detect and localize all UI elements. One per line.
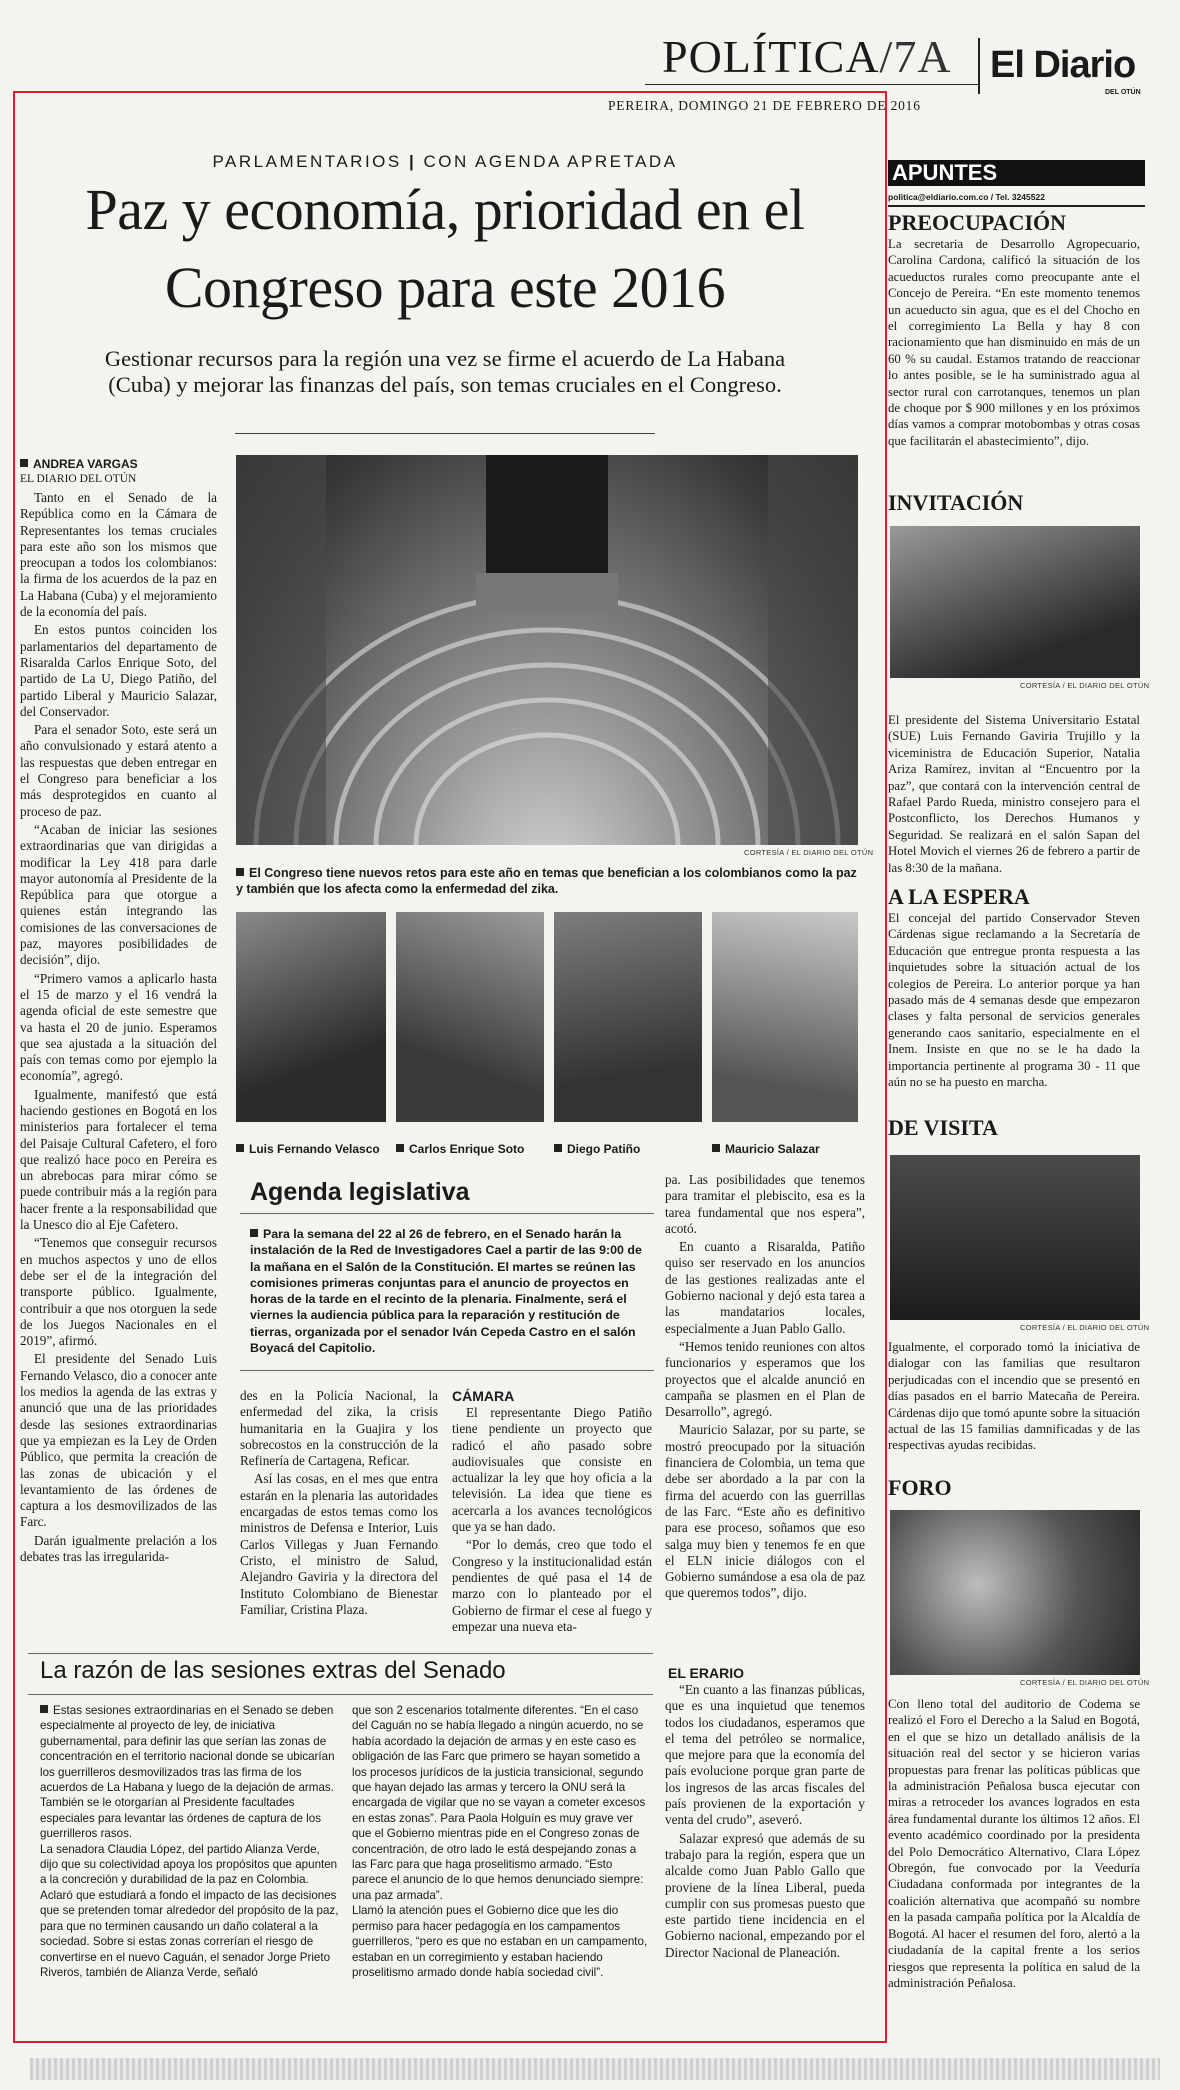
paragraph: “Primero vamos a aplicarlo hasta el 15 de marzo y el 16 vendrá la agenda oficial de este semestre que va hasta el 20 de junio. Esperamos que sea ajustada a la situación del país con temas como por ejemplo la economía”, agregó. [20,970,217,1084]
sidebar-photo-foro [890,1510,1140,1675]
sidebar-text-invitacion: El presidente del Sistema Universitario Estatal (SUE) Luis Fernando Gaviria Trujillo y la viceministra de Educación Superior, Natalia Ariza Ramírez, invitan al “Encuentro por la paz”, que contará con la intervención central de Rafael Pardo Rueda, ministro consejero para el Postconflicto, los Derechos Humanos y Seguridad. Se realizará en el salón Sapan del Hotel Movich el viernes 26 de febrero a partir de las 8:30 de la mañana. [888,713,1140,875]
paper-logo-sub: DEL OTÚN [1105,89,1141,96]
sidebar-heading-invitacion: INVITACIÓN [888,490,1024,515]
paragraph: Así las cosas, en el mes que entra estarán en la plenaria las autoridades encargadas de estos temas como los ministros de Defensa e Interior, Luis Carlos Villegas y Juan Fernando Cristo, el ministro de Salud, Alejandro Gaviria y la directora del Instituto Colombiano de Bienestar Familiar, Cristina Plaza. [240,1471,438,1617]
agenda-title: Agenda legislativa [250,1178,470,1206]
photo-caption-text: El Congreso tiene nuevos retos para este año en temas que benefician a los colombianos como la paz y también que los afecta como la enfermedad del zika. [236,866,857,896]
sidebar-text-a-la-espera: El concejal del partido Conservador Steven Cárdenas sigue reclamando a la Secretaría de Educación que entregue pronta respuesta a las inquietudes sobre la situación actual de los colegios de Pereira. Lo anterior porque ya han pasado más de 4 semanas desde que empezaron clases y falta personal de servicios generales generando caos sanitario, especialmente en el Inem. Insiste en que no se le ha dado la importancia pertinente al programa 30 - 11 que aún no se ha puesto en marcha. [888,911,1140,1090]
portrait-caption-patino: Diego Patiño [554,1142,640,1156]
sidebar-credit-foro: CORTESÍA / EL DIARIO DEL OTÚN [1020,1678,1150,1687]
article-column-1 [20,490,217,1680]
article-column-4 [665,1172,865,1652]
sidebar-text-foro: Con lleno total del auditorio de Codema se realizó el Foro el Derecho a la Salud en Bogotá, en el que se hizo un detallado análisis de la situación real del sector y se hicieron varias propuestas para frenar las políticas públicas que la administración Peñalosa busca ejecutar con miras a retroceder los avances logrados en esta área fundamental durante los últimos 12 años. El evento académico coordinado por la presidenta del Polo Democrático Alternativo, Clara López Obregón, fue convocado por la Veeduría Ciudadana conformada por integrantes de la coalición alternativa que acompañó su nombre en la pasada campaña política por la Alcaldía de Bogotá. Al hacer el resumen del foro, alertó a la ciudadanía de la capital frente a los serios riesgos que representa la política en salud de la administración Peñalosa. [888,1697,1140,1990]
section-title [662,30,952,83]
erario-column [665,1682,865,2027]
sidebar-photo-invitacion [890,526,1140,678]
sidebar-credit-de-visita: CORTESÍA / EL DIARIO DEL OTÚN [1020,1323,1150,1332]
page-number: /7A [879,31,952,82]
kicker: PARLAMENTARIOS | CON AGENDA APRETADA [212,152,678,171]
dateline: PEREIRA, DOMINGO 21 DE FEBRERO DE 2016 [608,98,921,113]
sidebar-photo-de-visita [890,1155,1140,1320]
paper-logo: El Diario [990,44,1136,86]
agenda-bottom-rule [240,1370,654,1371]
outlet: EL DIARIO DEL OTÚN [20,473,137,485]
paragraph: El representante Diego Patiño tiene pendiente un proyecto que radicó el año pasado sobre audiovisuales que consiste en actualizar la ley que hoy oficia a la televisión. La idea que tiene es acercarla a los avances tecnológicos que ya se han dado. [452,1405,652,1535]
sidebar-text-de-visita: Igualmente, el corporado tomó la iniciativa de dialogar con las familias que resultaron perjudicadas con el incendio que se presentó en días pasados en el barrio Matecaña de Pereira. Cárdenas dijo que tomó apunte sobre la situación actual de las 15 familias damnificadas y de las respectivas ayudas recibidas. [888,1340,1140,1453]
paragraph: Mauricio Salazar, por su parte, se mostró preocupado por la situación financiera de Colombia, un tema que debe ser abordado a la par con la firma del acuerdo con las guerrillas de las Farc. “Este año es definitivo para ese proceso, soñamos que eso salga muy bien y tenemos fe en que el ELN inicie diálogos con el Gobierno sumándose a esa ola de paz que queremos todos”, dijo. [665,1422,865,1601]
agenda-text: Para la semana del 22 al 26 de febrero, en el Senado harán la instalación de la Red de Investigadores Cael a partir de las 9:00 de la mañana en el Salón de la Constitución. El martes se reúnen las comisiones primeras conjuntas para el anuncio de proyectos en horas de la tarde en el recinto de la plenaria. Finalmente, será el viernes la audiencia pública para la reparación y restitución de tierras, organizada por el senador Iván Cepeda Castro en el salón Boyacá del Capitolio. [250,1227,642,1356]
portrait-caption-soto: Carlos Enrique Soto [396,1142,524,1156]
portrait-caption-salazar: Mauricio Salazar [712,1142,820,1156]
author-name: ANDREA VARGAS [33,457,138,471]
photo-caption [236,865,858,897]
paragraph: Igualmente, manifestó que está haciendo gestiones en Bogotá en los ministerios para fortalecer el tema del Paisaje Cultural Cafetero, el foro que realizó hace poco en Pereira es un abrebocas para mirar cómo se puede contribuir más a la región para hacer frente a la responsabilidad que la Unesco dio al Eje Cafetero. [20,1086,217,1233]
box-column-1: Estas sesiones extraordinarias en el Senado se deben especialmente al proyecto de ley, de iniciativa gubernamental, para definir las que serían las zonas de concentración en el territorio nacional donde se ubicarían los guerrilleros desmovilizados tras las firma de los acuerdos de La Habana y luego de la dejación de armas. También se le otorgarían al Presidente facultades especiales para levantar las órdenes de captura de los guerrilleros rasos. La senadora Claudia López, del partido Alianza Verde, dijo que su colectividad apoya los propósitos que apunten a la concreción y durabilidad de la paz en Colombia. Aclaró que estudiará a fondo el impacto de las decisiones que se pretenden tomar alrededor del propósito de la paz, para que no terminen causando un daño colateral a la sociedad. Sobre si estas zonas correrían el riesgo de convertirse en el nuevo Caguán, el senador Jorge Prieto Riveros, también de Alianza Verde, señaló [40,1704,339,1979]
box-top-rule [28,1653,653,1654]
chamber-seats-graphic [236,455,858,845]
headline-line-2: Congreso para este 2016 [164,255,726,320]
section-name: POLÍTICA [662,31,880,82]
paragraph: En estos puntos coinciden los parlamentarios del departamento de Risaralda Carlos Enrique Soto, del partido de La U, Diego Patiño, del partido Liberal y Mauricio Salazar, del Conservador. [20,622,217,719]
portrait-salazar [712,912,858,1122]
sidebar-text-preocupacion: La secretaria de Desarrollo Agropecuario, Carolina Cardona, calificó la situación de los acueductos rurales como preocupante ante el Concejo de Pereira. “En este momento tenemos un acueducto sin agua, que es el del Chocho en el corregimiento La Bella y hay 8 con racionamiento que han disminuido en más de un 60 % su caudal. Estamos tratando de reaccionar lo antes posible, se le ha suministrado agua al sector rural con carrotanques, tenemos un plan de choque por $ 900 millones y en los próximos días vamos a comprar motobombas y otras cosas que facilitarán el abastecimiento”, dijo. [888,237,1140,448]
paragraph: “Por lo demás, creo que todo el Congreso y la institucionalidad están pendientes de qué pasa el 14 de marzo con lo planteado por el Gobierno de firmar el cese al fuego y empezar una nueva eta- [452,1537,652,1634]
page-bottom-band [30,2058,1160,2080]
portrait-velasco [236,912,386,1122]
box-column-2: que son 2 escenarios totalmente diferentes. “En el caso del Caguán no se había llegado a ningún acuerdo, no se había acordado la dejación de armas y en este caso es obligación de las Farc que primero se hayan sometido a los procesos jurídicos de la justicia transicional, segundo que hayan dejado las armas y tercero la ONU será la encargada de vigilar que no se vayan a cometer excesos en estas zonas”. Para Paola Holguín es muy grave ver que el Gobierno mientras pide en el Congreso zonas de concentración, de otro lado le está despejando zonas a las Farc para que haga proselitismo armado. “Esto parece el anuncio de lo que hemos denunciado siempre: una paz armada”. Llamó la atención pues el Gobierno dice que les dio permiso para hacer pedagogía en los campamentos guerrilleros, “pero es que no estaban en un campamento, estaban en un corregimiento y estaban haciendo proselitismo armado donde había sociedad civil”. [352,1704,648,1979]
deck-rule [235,433,655,434]
sidebar-credit-invitacion: CORTESÍA / EL DIARIO DEL OTÚN [1020,681,1150,690]
sidebar-heading-preocupacion: PREOCUPACIÓN [888,210,1067,235]
kicker-left: PARLAMENTARIOS [212,152,402,171]
deck: Gestionar recursos para la región una vez se firme el acuerdo de La Habana (Cuba) y mejorar las finanzas del país, son temas cruciales en el Congreso. [104,346,786,397]
box-title-rule [28,1694,653,1695]
paragraph: pa. Las posibilidades que tenemos para tramitar el plebiscito, esa es la tarea fundamental que nos espera”, acotó. [665,1172,865,1236]
portrait-caption-velasco: Luis Fernando Velasco [236,1142,380,1156]
author [20,457,138,471]
paragraph: “En cuanto a las finanzas públicas, que es una inquietud que tenemos todos los ciudadanos, esperamos que el tema del petróleo se normalice, que mejore para que la economía del país evolucione porque gran parte de los ingresos de las arcas fiscales del país provienen de la exportación y venta del crudo”, aseveró. [665,1682,865,1828]
paragraph: Tanto en el Senado de la República como en la Cámara de Representantes los temas cruciales para este año son los mismos que preocupan a todos los colombianos: la firma de los acuerdos de la paz en La Habana (Cuba) y el mejoramiento de la economía del país. [20,490,217,620]
article-column-2 [240,1388,438,1648]
sidebar-heading-foro: FORO [888,1475,952,1500]
box-title: La razón de las sesiones extras del Senado [40,1657,506,1684]
portrait-soto [396,912,544,1122]
sidebar-heading-de-visita: DE VISITA [888,1115,998,1140]
sidebar-contact: politica@eldiario.com.co / Tel. 3245522 [888,192,1045,202]
sidebar-contact-rule [888,205,1145,207]
paragraph: Salazar expresó que además de su trabajo para la región, espera que un alcalde como Juan Pablo Gallo que proviene de la línea Liberal, pueda cumplir con sus promesas puesto que este partido tiene incidencia en el Gobierno nacional, empezando por el Director Nacional de Planeación. [665,1830,865,1960]
congress-photo [236,455,858,845]
paragraph: des en la Policía Nacional, la enfermedad del zika, la crisis humanitaria en la Guajira y los sobrecostos en la construcción de la Refinería de Cartagena, Reficar. [240,1388,438,1469]
paragraph: “Acaban de iniciar las sesiones extraordinarias que van dirigidas a modificar la Ley 418 para darle mayor autonomía al Presidente de la República para que otorgue a quienes están integrando las comisiones de las conversaciones de paz, mayores posibilidades de decisión”, dijo. [20,821,217,968]
paragraph: “Tenemos que conseguir recursos en muchos aspectos y uno de ellos debe ser el de la integración del transporte público. Igualmente, contribuir a que nos otorguen la sede de los Juegos Nacionales en el 2019”, afirmó. [20,1235,217,1349]
camara-heading: CÁMARA [452,1388,515,1404]
masthead-rule [645,84,980,85]
agenda-rule [240,1213,654,1214]
paragraph: Darán igualmente prelación a los debates tras las irregularida- [20,1532,217,1564]
masthead-divider [978,38,980,94]
sidebar-heading-a-la-espera: A LA ESPERA [888,884,1030,909]
kicker-right: CON AGENDA APRETADA [423,152,678,171]
headline-line-1: Paz y economía, prioridad en el [85,177,805,242]
portrait-patino [554,912,702,1122]
paragraph: En cuanto a Risaralda, Patiño quiso ser reservado en los anuncios de las gestiones realizadas ante el Gobierno nacional y dejó esta tarea a las mandatarios locales, especialmente a Juan Pablo Gallo. [665,1239,865,1336]
photo-credit: CORTESÍA / EL DIARIO DEL OTÚN [744,848,874,857]
paragraph: El presidente del Senado Luis Fernando Velasco, dio a conocer ante los medios la agenda de las extras y anunció que una de las prioridades desde las sesiones extraordinarias que ya empiezan es la Ley de Orden Público, que permita la creación de las zonas de ubicación y el levantamiento de las órdenes de captura a los desmovilizados de las Farc. [20,1351,217,1530]
paragraph: “Hemos tenido reuniones con altos funcionarios y esperamos que los proyectos que el alcalde anunció en campaña se plasmen en el Plan de Desarrollo”, agregó. [665,1338,865,1420]
sidebar-title: APUNTES [888,160,1145,186]
erario-heading: EL ERARIO [668,1665,744,1681]
article-column-3 [452,1405,652,1645]
paragraph: Para el senador Soto, este será un año convulsionado y estará atento a las respuestas que deben entregar en el Congreso para beneficiar a los más desprotegidos en cuanto al proceso de paz. [20,722,217,819]
